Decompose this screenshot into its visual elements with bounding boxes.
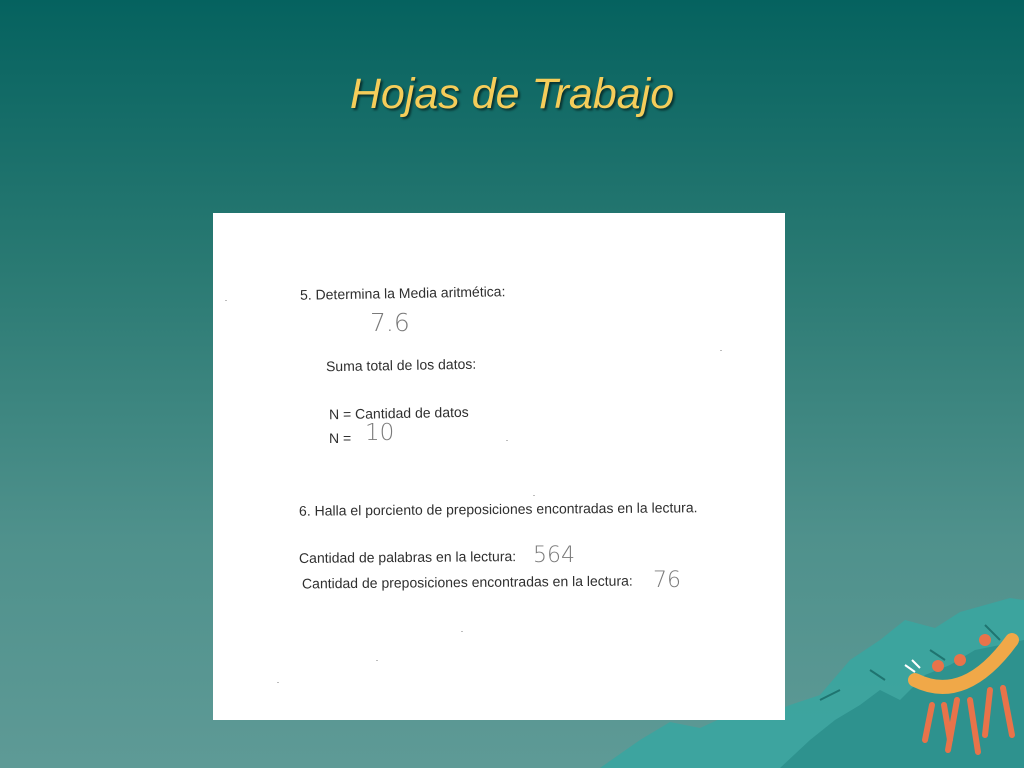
scan-speck bbox=[461, 631, 463, 632]
slide-title: Hojas de Trabajo bbox=[349, 70, 675, 118]
scan-speck bbox=[277, 682, 279, 683]
scan-speck bbox=[376, 660, 378, 661]
q5-sum-label: Suma total de los datos: bbox=[325, 355, 477, 375]
q6-words-answer: 564 bbox=[533, 543, 575, 568]
q5-n-definition: N = Cantidad de datos bbox=[328, 403, 469, 423]
q5-n-label: N = bbox=[329, 430, 352, 446]
q5-mean-answer: 7.6 bbox=[370, 308, 410, 337]
q6-preps-answer: 76 bbox=[653, 568, 681, 593]
scan-speck bbox=[533, 495, 535, 496]
q6-heading: 6. Halla el porciento de preposiciones encontradas en la lectura. bbox=[298, 499, 698, 519]
scan-speck bbox=[506, 440, 508, 441]
scan-speck bbox=[225, 300, 227, 301]
scan-speck bbox=[720, 350, 722, 351]
worksheet-scan bbox=[213, 213, 785, 720]
q6-preps-label: Cantidad de preposiciones encontradas en la lectura: bbox=[301, 572, 633, 592]
q5-heading: 5. Determina la Media aritmética: bbox=[299, 283, 506, 303]
q5-n-answer: 10 bbox=[365, 420, 395, 446]
q6-words-label: Cantidad de palabras en la lectura: bbox=[298, 548, 517, 566]
